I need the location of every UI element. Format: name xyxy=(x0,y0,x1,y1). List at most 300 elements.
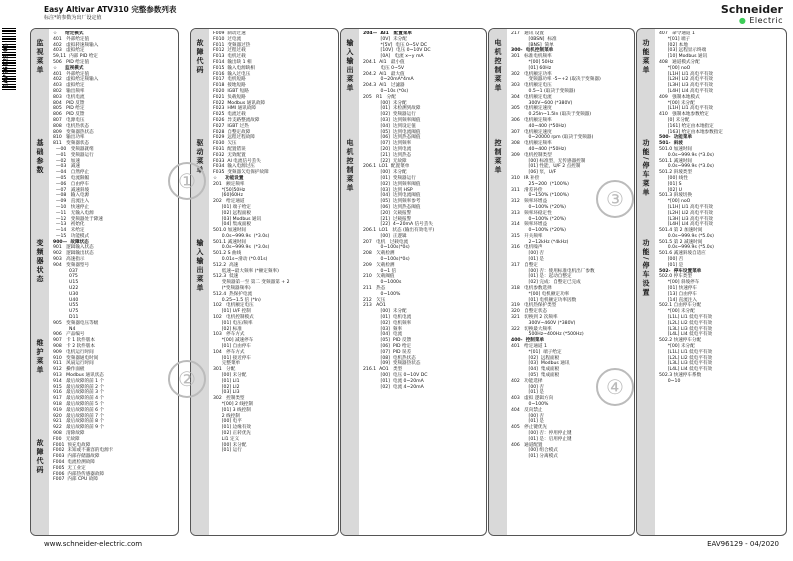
param-line: 102 电机控制模式 xyxy=(213,315,254,321)
param-line: 308 电机额定频率 xyxy=(511,141,552,147)
param-line: 0~100s(*0s) xyxy=(363,257,410,263)
param-line: [13] 自由停车 xyxy=(659,291,698,297)
param-line: 305 电机额定速度 xyxy=(511,106,552,112)
param-line: 502.3 快速停车系数 xyxy=(659,373,702,379)
param-line: U55 xyxy=(53,303,79,309)
param-line: [09] 变频器热状态 xyxy=(363,361,421,367)
param-line: 921 最后故障的前 8 个 xyxy=(53,419,105,425)
param-line: [161] 给定由本地指定 xyxy=(659,123,714,129)
param-line: 314 频率环增益 xyxy=(511,222,548,228)
param-line: [07] PID 误差 xyxy=(363,349,412,355)
param-line: 206.1 LO1 状态 (输出有效电平) xyxy=(363,228,435,234)
param-line: 904 变频器型号 xyxy=(53,262,90,268)
param-line: 319 电机热保护类型 xyxy=(511,303,557,309)
param-line: 电压 0~5V xyxy=(363,65,405,71)
section-label: 输入输出菜单 xyxy=(196,239,204,293)
param-line: F020 IGBT 短路 xyxy=(213,88,249,94)
param-line: [06] 达到热态阈值 xyxy=(363,135,421,141)
param-line: [01] 性能，U/F 2 点控制 xyxy=(511,164,581,170)
param-line: 506 PID 给定值 xyxy=(53,59,90,65)
param-line: 903 高速指示 xyxy=(53,257,85,263)
param-line: 501.2 斜坡类型 xyxy=(659,170,692,176)
param-line: 919 最后故障的前 6 个 xyxy=(53,407,105,413)
param-line: U75 xyxy=(53,309,79,315)
param-line: [0BSN] 标准 xyxy=(511,36,557,42)
param-line: 316 电机噪声 xyxy=(511,245,543,251)
param-line: F003 内部存储器故障 xyxy=(53,454,100,460)
param-line: U22 xyxy=(53,286,79,292)
param-line: —10 快速停止 xyxy=(53,204,90,210)
param-line: 302 电机额定功率 xyxy=(511,71,552,77)
param-line: F014 输出缺 1 相 xyxy=(213,59,252,65)
param-line: [06] 达到热态阈值 xyxy=(363,204,421,210)
param-line: 0~100s(*0s) xyxy=(363,245,410,251)
param-line: 0.0s~999.9s (*3.0s) xyxy=(659,164,714,170)
param-line: D11 xyxy=(53,315,79,321)
param-line: [00] 未分配 xyxy=(213,373,247,379)
param-line: [01] 电机电流 xyxy=(363,315,412,321)
param-line: 208 欠载检测 xyxy=(363,251,395,257)
param-line: [01] 边缘有效 xyxy=(213,425,252,431)
param-line: [01] 未检测到故障 xyxy=(363,106,421,112)
param-line: F010 过电流 xyxy=(213,36,242,42)
param-line: [L2L] LI2 低电平有效 xyxy=(659,355,713,361)
param-line: U15 xyxy=(53,280,79,286)
param-line: 217 通讯 设置 xyxy=(511,31,544,36)
param-line: [L1L] LI1 低电平有效 xyxy=(659,315,713,321)
param-line: *[00] 2 线控制 xyxy=(213,402,254,407)
param-line: 303 电机额定电压 xyxy=(511,83,552,89)
section-label: 功能菜单 xyxy=(642,39,650,75)
param-line: —02 加速 xyxy=(53,158,80,164)
param-line: [L3L] LI3 低电平有效 xyxy=(659,326,713,332)
param-line: 0.5~1 (取决于变频器) xyxy=(511,88,576,94)
param-line: [05] 达到频率参考 xyxy=(363,199,421,205)
param-line: 0.0s~999.9s (*5.0s) xyxy=(659,233,714,239)
param-line: *[00] 斜坡停车 xyxy=(659,280,700,286)
param-line: 104 停车方式 xyxy=(213,349,245,355)
param-line: 206.1 LO1 配置菜单 xyxy=(363,164,410,170)
param-line: [L2L] LI2 低电平有效 xyxy=(659,320,713,326)
param-line: 804 PID 反馈 xyxy=(53,100,85,106)
param-line: 402 虚拟给定频输入 xyxy=(53,77,99,83)
param-line: 202 给定通道 xyxy=(213,199,245,205)
panel-1 xyxy=(30,28,179,536)
param-line: 300- 电机控制菜单 xyxy=(511,48,554,54)
param-line: 204.3 AI1 过滤器 xyxy=(363,83,405,89)
param-line: [01] 快速停车 xyxy=(659,286,698,292)
param-line: F001 预充电故障 xyxy=(53,442,91,448)
param-line: 301 标准电机频率 xyxy=(511,54,552,60)
param-line: F013 电机过载 xyxy=(213,54,246,60)
brand-logo xyxy=(721,3,783,25)
param-line: F00 无故障 xyxy=(53,436,80,442)
param-line: [03] 达到 HSP xyxy=(363,187,413,193)
param-line: F028 自整定故障 xyxy=(213,129,251,135)
param-line: [20] 达到电流 xyxy=(363,146,412,152)
param-line: *[01] 端子给定 xyxy=(511,349,562,355)
param-line: [22] 4~20mA 信号丢失 xyxy=(363,222,433,228)
param-line: [02] 正转优先 xyxy=(213,430,252,436)
param-line: 0.25In~1.5In (取决于变频器) xyxy=(511,112,592,118)
panel-3 xyxy=(340,28,487,536)
param-line: [02] 远程面板 xyxy=(213,210,252,216)
param-line: 502.2 快速停车分配 xyxy=(659,338,702,344)
param-line: [22] 无故障 xyxy=(363,158,407,164)
param-line: ☆ 监视模式 xyxy=(53,65,84,71)
param-line: 402 虚拟转速频输入 xyxy=(53,42,99,48)
param-line: 210 欠载阈值 xyxy=(363,274,395,280)
param-line: F031 配置错误 xyxy=(213,146,246,152)
param-line: 307 电机额定速度 xyxy=(511,129,552,135)
param-line: *[00] noO xyxy=(659,199,691,205)
param-line: —11 无输入电源 xyxy=(53,210,94,216)
param-line: [0] 未分配 xyxy=(659,117,690,123)
param-line: 25~200 (*100%) xyxy=(511,181,569,187)
panel-5-sidebar xyxy=(637,29,655,535)
param-line: [00] 电压 0~10V DC xyxy=(363,373,428,379)
param-line: 212 欠压 xyxy=(363,297,386,303)
param-line: F009 制动过速 xyxy=(213,31,246,36)
section-label: 故障代码 xyxy=(196,39,204,75)
section-label: 变频器状态 xyxy=(36,239,44,284)
param-line: 213 AO1 xyxy=(363,303,386,309)
param-line: [21] 过载报警 xyxy=(363,216,412,222)
param-line: 204.1 AI1 最小值 xyxy=(363,59,405,65)
param-line: 0.0s~999.9s (*3.0s) xyxy=(213,233,270,239)
param-line: *[5V] 电压 0~5V DC xyxy=(363,42,428,48)
param-line: *[00] noO xyxy=(659,65,691,71)
param-line: 501.1 减速时间 xyxy=(659,158,692,164)
param-line: [L1L] LI1 低电平有效 xyxy=(659,349,713,355)
param-line: 0~10 xyxy=(659,378,681,384)
param-line: *[00] 未分配 xyxy=(659,100,695,106)
param-line: 400- 控制菜单 xyxy=(511,338,545,344)
param-line: F006 内部热传感器故障 xyxy=(53,471,105,477)
param-line: [10] Modbus 通讯 xyxy=(659,54,708,60)
param-line: 915 最后故障的前 2 个 xyxy=(53,384,105,390)
step-marker-3: ③ xyxy=(596,180,634,218)
param-line: 500Hz~400Hz (*500Hz) xyxy=(511,332,584,338)
param-line: F026 异支路整流故障 xyxy=(213,117,260,123)
param-line: [L1H] LI1 高电平有效 xyxy=(659,71,714,77)
param-line: [01] LI1 xyxy=(213,378,240,384)
param-line: [01] 自由停车 xyxy=(213,344,252,350)
param-line: 211 热态 xyxy=(363,286,386,292)
step-marker-4: ④ xyxy=(596,368,634,406)
param-line: 809 变频器热状态 xyxy=(53,129,94,135)
param-line: 909 电机运行时间 xyxy=(53,349,94,355)
param-line: 317 自整定 xyxy=(511,262,538,268)
param-line: [02] 标准 xyxy=(213,326,242,332)
param-line: [00] 未分配 xyxy=(363,170,407,176)
param-line: 401 外部给定值 xyxy=(53,36,90,42)
doc-id-vertical: EAV96129 05 xyxy=(2,43,10,88)
param-line: 075 xyxy=(53,274,78,280)
param-line: 2 线控制 xyxy=(213,413,240,419)
param-line: LI1 定义 xyxy=(213,436,240,442)
param-line: F025 电流过载 xyxy=(213,112,246,118)
param-line: [L1H] LI1 高电平有效 xyxy=(659,204,714,210)
panel-2-sidebar xyxy=(191,29,209,535)
param-line: [03] Modbus 通讯 xyxy=(511,361,570,367)
param-line: *[00] 50Hz xyxy=(511,59,554,65)
param-line: 501.5 第 2 减速时间 xyxy=(659,239,703,245)
param-line: *[00] 未分配 xyxy=(659,309,695,315)
param-line: [02] 电机频率 xyxy=(363,320,412,326)
param-line: 313 频率环稳定性 xyxy=(511,210,552,216)
param-line: [01] 是：启用停止键 xyxy=(511,436,572,442)
param-line: 501.0 加速时间 xyxy=(213,228,246,234)
param-line: 301 分配 xyxy=(213,367,236,373)
param-line: F012 过程过载 xyxy=(213,48,246,54)
param-line: [04] 集成面板 xyxy=(213,222,252,228)
param-line: 917 最后故障的前 4 个 xyxy=(53,396,105,402)
param-line: 40~400 (*50Hz) xyxy=(511,146,567,152)
param-line: [01] 是 xyxy=(511,257,545,263)
param-line: 306 电机额定频率 xyxy=(511,117,552,123)
param-line: [02] LI2 xyxy=(213,384,240,390)
param-line: [0V] 未分配 xyxy=(363,36,407,42)
param-line: [00] 组合模式 xyxy=(511,448,558,454)
param-line: [03] 远程显示终端 xyxy=(659,48,707,54)
param-line: *[00] 未分配 xyxy=(659,344,695,350)
param-line: 502.0 停车类型 xyxy=(659,274,692,280)
param-line: 2~12kHz (*4kHz) xyxy=(511,239,569,245)
param-line: 309 电机控制类型 xyxy=(511,152,552,158)
param-line: 304 电机额定电流 xyxy=(511,94,552,100)
param-line: [04] 电流 xyxy=(363,332,403,338)
param-line: [05] 达到电流阈值 xyxy=(363,129,421,135)
section-label: 控制菜单 xyxy=(494,139,502,175)
param-line: 502- 停车设置菜单 xyxy=(659,268,702,274)
param-line: 811 变频器状态 xyxy=(53,141,90,147)
param-line: [01] 接近停车 xyxy=(213,355,252,361)
param-line: —12 变频器处于降速 xyxy=(53,216,103,222)
param-line: N4 xyxy=(53,326,76,332)
param-line: 0~150% (*100%) xyxy=(511,193,569,199)
param-line: 913 Modbus 通讯状态 xyxy=(53,373,104,379)
param-line: (*变频器频率) xyxy=(213,286,251,292)
param-line: [60]60Hz xyxy=(213,193,243,199)
section-label: 电机控制菜单 xyxy=(346,139,354,193)
param-line: [08] 电机热状态 xyxy=(363,355,416,361)
param-line: [04] 达到电流阈值 xyxy=(363,193,421,199)
param-line: 907 卡 1 软件版本 xyxy=(53,338,95,344)
param-line: 变频器第一至 第二 变频器第 + 2 xyxy=(213,280,290,286)
param-line: [00] 标准型，无传感器控制 xyxy=(511,158,586,164)
param-line: 906 产品编号 xyxy=(53,332,85,338)
param-line: 0.01s~滑动 (*0.01s) xyxy=(213,257,268,263)
param-line: 201 额定频率 xyxy=(213,181,245,187)
footer-doc-code: EAV96129 - 04/2020 xyxy=(707,540,779,548)
param-line: [L4H] LI4 高电平有效 xyxy=(659,222,714,228)
param-line: [03] 达到频率阈值 xyxy=(363,117,421,123)
param-line: [L4L] LI4 低电平有效 xyxy=(659,332,713,338)
param-line: [03] 频率 xyxy=(363,326,403,332)
param-line: 407 命令通道 1 xyxy=(659,31,695,36)
param-line: [14] 直流注入 xyxy=(659,297,698,303)
param-line: —05 电流限幅 xyxy=(53,175,90,181)
param-line: [01] 变频器运行 xyxy=(363,175,416,181)
param-line: [01] 是 xyxy=(511,419,545,425)
param-line: —09 直流注入 xyxy=(53,199,90,205)
param-line: 0~100% (*20%) xyxy=(511,204,566,210)
param-line: 905 变频器电压等级 xyxy=(53,320,99,326)
param-line: [01] 电机额定功率因数 xyxy=(511,297,577,303)
param-line: 908 清除故障 xyxy=(53,430,85,436)
param-line: 408 通道模式分配 xyxy=(659,59,700,65)
param-line: [03] LI3 xyxy=(213,390,240,396)
param-line: 318 电机参数选择 xyxy=(511,286,552,292)
param-line: 900— 故障状态 xyxy=(53,239,89,245)
param-line: 037 xyxy=(53,268,78,274)
param-line: 40~400 (*50Hz) xyxy=(511,123,567,129)
param-line: [02] 达到频率阈值 xyxy=(363,181,421,187)
param-line: 310 IR 补偿 xyxy=(511,175,540,181)
param-line: 0~20000 rpm (取决于变频器) xyxy=(511,135,594,141)
param-line: 918 最后故障的前 5 个 xyxy=(53,402,105,407)
param-line: 变频器功率 -5~+2 (取决于变频器) xyxy=(511,77,601,83)
panel-1-lines xyxy=(53,31,177,533)
param-line: 205 R1 分配 xyxy=(363,94,396,100)
param-line: [07] 达到频率 xyxy=(363,141,412,147)
param-line: 204.2 AI1 最大值 xyxy=(363,71,405,77)
param-line: [00] 否 xyxy=(511,384,545,390)
section-label: 电机控制菜单 xyxy=(494,39,502,93)
param-line: [02] 远程面板 xyxy=(511,355,560,361)
param-line: [00] 未分配 xyxy=(363,309,407,315)
step-marker-2: ② xyxy=(168,360,206,398)
param-line: 0.0s~999.9s (*3.0s) xyxy=(213,245,270,251)
footer-website[interactable]: www.schneider-electric.com xyxy=(44,540,143,548)
param-line: 912 操作面板 xyxy=(53,367,85,373)
param-line: [02] U xyxy=(659,187,683,193)
param-line: [01] 是：起动自整定 xyxy=(511,274,572,280)
param-line: F007 内部 CPU 故障 xyxy=(53,477,98,483)
param-line: 103 停车方式 xyxy=(213,332,245,338)
param-line: —03 减速 xyxy=(53,164,80,170)
param-line: ☆ 给定模式 xyxy=(53,31,84,36)
param-line: 901 逻辑输入状态 xyxy=(53,245,94,251)
panel-2-lines xyxy=(213,31,337,533)
param-line: 320 自整定状态 xyxy=(511,309,548,315)
param-line: 0.25~1.5 倍 (*In) xyxy=(213,297,261,303)
logo-word-1: Schneider xyxy=(720,3,783,16)
param-line: [00] 否：停用停止键 xyxy=(511,430,572,436)
param-line: [L4L] LI4 低电平有效 xyxy=(659,367,713,373)
param-line: 0~100% xyxy=(363,291,401,297)
param-line: 916 最后故障的前 3 个 xyxy=(53,390,105,396)
panel-5-lines xyxy=(659,31,785,533)
param-line: F029 远程过程故障 xyxy=(213,135,255,141)
param-line: [L2H] LI2 高电平有效 xyxy=(659,77,714,83)
param-line: 300V~600 (*380V) xyxy=(511,100,573,106)
param-line: 910 变频器通电时间 xyxy=(53,355,99,361)
param-line: *[00] 减速停车 xyxy=(213,338,254,344)
param-line: [01] S xyxy=(659,181,682,187)
param-line: 403 虚拟 逻辑方向 xyxy=(511,396,554,402)
param-line: F015 输入电源缺相 xyxy=(213,65,255,71)
param-line: [02] 本地 xyxy=(659,42,688,48)
param-line: [03] Modbus 通讯 xyxy=(213,216,262,222)
param-line: [10V] 电压 0~10V DC xyxy=(363,48,431,54)
step-marker-1: ① xyxy=(168,162,206,200)
param-line: [0A] 电流 x~y mA xyxy=(363,54,424,60)
param-line: [L1H] LI1 高电平有效 xyxy=(659,106,714,112)
param-line: [L3H] LI3 高电平有效 xyxy=(659,216,714,222)
param-line: 321 切换到 2 次频率 xyxy=(511,315,558,321)
param-line: 501.1 减速时间 xyxy=(213,239,246,245)
param-line: 0~100% xyxy=(511,402,549,407)
param-line: *[00] 电机额定功率 xyxy=(511,291,570,297)
param-line: F017 电机短路 xyxy=(213,77,246,83)
param-line: *[01] 端子 xyxy=(659,36,691,42)
param-line: 322 切换最大频率 xyxy=(511,326,552,332)
param-line: [06] PID 给定 xyxy=(363,344,412,350)
param-line: 805 PID 给定 xyxy=(53,106,85,112)
param-line: [01] 是 xyxy=(511,390,545,396)
param-line: [01] 3 线控制 xyxy=(213,407,251,413)
logo-word-2: ● Electric xyxy=(738,16,783,25)
param-line: —07 减速斜坡 xyxy=(53,187,90,193)
param-line: 501.2 S 曲线 xyxy=(213,251,242,257)
param-line: 410 强制本地参数给定 xyxy=(659,112,709,118)
param-line: [00] 否 xyxy=(511,251,545,257)
param-line: 311 滑差补偿 xyxy=(511,187,543,193)
param-line: —14 未给定 xyxy=(53,228,85,234)
param-line: 911 风扇运行时间 xyxy=(53,361,94,367)
param-line: [01] 分离模式 xyxy=(511,454,558,460)
panel-4-sidebar xyxy=(489,29,507,535)
param-line: 501- 斜坡 xyxy=(659,141,683,147)
param-line: —01 变频器运行 xyxy=(53,152,94,158)
section-label: 输入输出菜单 xyxy=(346,39,354,93)
param-line: 204— AI1 配置菜单 xyxy=(363,31,413,36)
param-line: [06] 泵，U/F xyxy=(511,170,557,176)
param-line: 401 外部给定值 xyxy=(53,71,90,77)
panel-3-sidebar xyxy=(341,29,359,535)
param-line: 300V~460V (*380V) xyxy=(511,320,576,326)
param-line: F005 无工业定 xyxy=(53,465,86,471)
param-line: 0~100% (*20%) xyxy=(511,216,566,222)
param-line: 209 欠载检测 xyxy=(363,262,395,268)
param-line: 312 频率环增益 xyxy=(511,199,548,205)
param-line: [00] 否 xyxy=(659,257,684,263)
param-line: 315 开关频率 xyxy=(511,233,543,239)
param-line: 501.6 减速斜坡自适应 xyxy=(659,251,706,257)
param-line: F023 HMI 通讯故障 xyxy=(213,106,256,112)
param-line: F016 输入过电压 xyxy=(213,71,251,77)
param-line: *[50]50Hz xyxy=(213,187,246,193)
param-line: [00] 电平 xyxy=(213,419,242,425)
param-line: [02] 完成：自整定已完成 xyxy=(511,280,581,286)
param-line: 0~1000s xyxy=(363,280,402,286)
param-line: F027 IGBT 过热 xyxy=(213,123,249,129)
param-line: 207 电机 过载电流 xyxy=(363,239,409,245)
param-line: [01] 运行 xyxy=(213,448,242,454)
param-line: F035 变频器欠电保护故障 xyxy=(213,170,269,176)
param-line: 216.1 AO1 类型 xyxy=(363,367,403,373)
param-line: F033 AI 电流信号丢失 xyxy=(213,158,261,164)
section-label: 驱动菜单 xyxy=(196,139,204,175)
param-line: —06 自由停车 xyxy=(53,181,90,187)
param-line: 501.4 第 2 加速时间 xyxy=(659,228,703,234)
param-line: 401 给定通道 1 xyxy=(511,344,547,350)
param-line: 807 电源电压 xyxy=(53,117,85,123)
section-label: 功能/停车菜单 xyxy=(642,139,650,198)
section-label: 基础参数 xyxy=(36,139,44,175)
